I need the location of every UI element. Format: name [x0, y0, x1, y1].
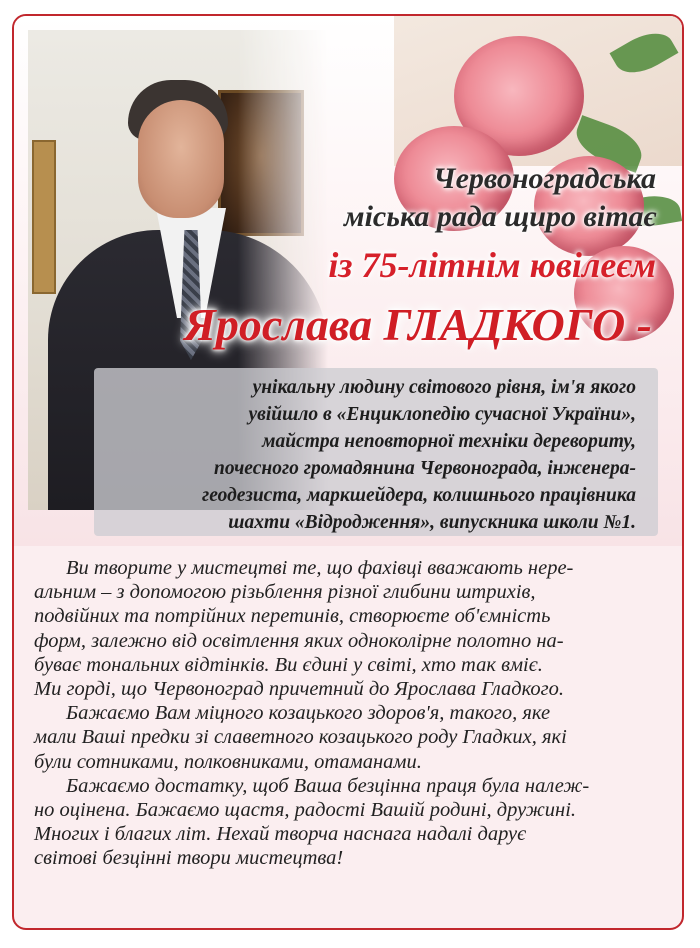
portrait-face	[138, 100, 224, 218]
description-line: унікальну людину світового рівня, ім'я якого	[252, 377, 636, 398]
description-line: майстра неповторної техніки деревориту,	[262, 431, 636, 452]
body-line: Многих і благих літ. Нехай творча наснага надалі дарує	[34, 823, 527, 846]
body-line: форм, залежно від освітлення яких одноколірне полотно на-	[34, 629, 564, 652]
description-line: почесного громадянина Червонограда, інженера-	[213, 458, 636, 479]
body-line: Бажаємо достатку, щоб Ваша безцінна праця була належ-	[66, 774, 590, 797]
description-line: геодезиста, маркшейдера, колишнього працівника	[202, 485, 636, 506]
greeting-line-2: міська рада щиро вітає	[344, 200, 656, 233]
card-frame	[12, 14, 684, 930]
body-line: но оцінена. Бажаємо щастя, радості Вашій родині, дружині.	[34, 799, 577, 822]
wall-frame	[32, 140, 56, 294]
body-line: були сотниками, полковниками, отаманами.	[34, 750, 422, 773]
body-line: світові безцінні твори мистецтва!	[34, 847, 344, 870]
greeting-jubilee: із 75-літнім ювілеєм	[328, 245, 656, 285]
background-painting	[218, 90, 304, 236]
header-area	[14, 16, 682, 546]
body-line: альним – з допомогою різьблення різної глибини штрихів,	[34, 581, 536, 604]
honoree-name: Ярослава ГЛАДКОГО -	[184, 299, 652, 350]
description-text	[202, 374, 636, 536]
body-line: буває тональних відтінків. Ви єдині у світі, хто так вміє.	[34, 653, 543, 676]
description-line: увійшло в «Енциклопедію сучасної України»,	[248, 404, 636, 425]
body-line: подвійних та потрійних перетинів, створюєте об'ємність	[34, 605, 551, 628]
body-line: мали Ваші предки зі славетного козацького роду Гладких, які	[34, 726, 567, 749]
body-line: Ми горді, що Червоноград причетний до Ярослава Гладкого.	[34, 678, 565, 701]
greeting-line-1: Червоноградська	[433, 162, 656, 195]
congratulation-text	[34, 556, 666, 871]
body-line: Бажаємо Вам міцного козацького здоров'я, такого, яке	[66, 702, 551, 725]
description-line: шахти «Відродження», випускника школи №1.	[228, 512, 636, 533]
body-line: Ви творите у мистецтві те, що фахівці вважають нере-	[66, 557, 574, 579]
